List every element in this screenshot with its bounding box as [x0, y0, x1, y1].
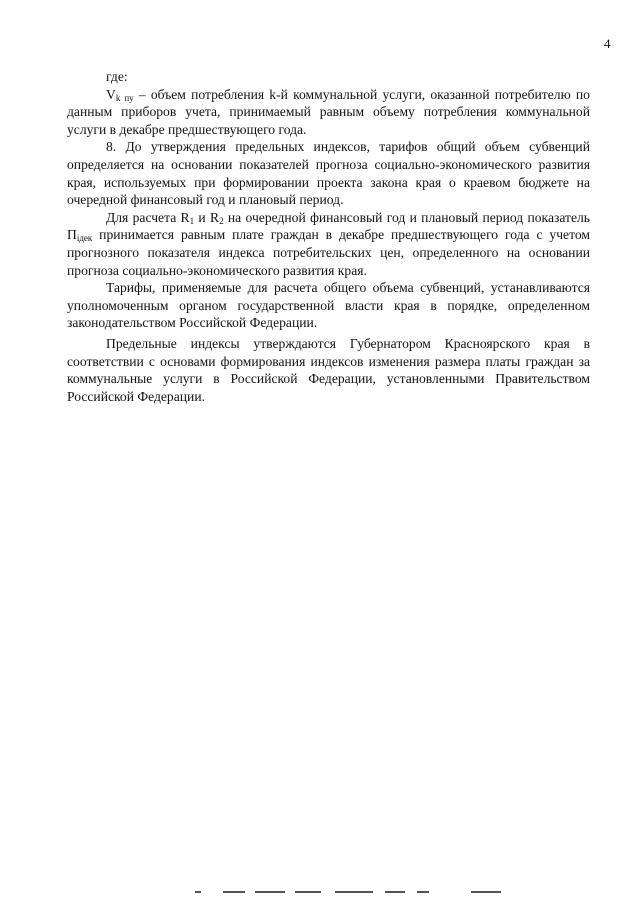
footer-mark: [385, 891, 405, 893]
page-number: 4: [604, 36, 611, 51]
where-label: где:: [106, 69, 128, 84]
footer-mark: [471, 891, 501, 893]
p-subscript: iдек: [76, 233, 93, 244]
footer-mark: [335, 891, 373, 893]
r2-subscript: 2: [219, 215, 224, 226]
footer-mark: [295, 891, 321, 893]
document-body: [67, 68, 590, 405]
v-subscript: k пу: [115, 92, 134, 103]
r-text-a: Для расчета R: [106, 209, 190, 225]
r1-subscript: 1: [189, 215, 195, 226]
v-definition-text: – объем потребления k-й коммунальной услуги, оказанной потребителю по данным приборов учета, принимаемый равным объему потребления коммунальной услуги в декабре предшествующего года.: [67, 86, 590, 137]
footer-mark: [255, 891, 285, 893]
r-text-c: на очередной финансовый год и плановый период показатель П: [67, 209, 591, 243]
v-definition-paragraph: [67, 86, 590, 139]
footer-mark: [223, 891, 245, 893]
paragraph-8: 8. До утверждения предельных индексов, тарифов общий объем субвенций определяется на основании показателей прогноза социально-экономического развития края, используемых при формировании проекта закона края о краевом бюджете на очередной финансовый год и плановый период.: [67, 139, 590, 208]
r-text-d: принимается равным плате граждан в декабре предшествующего года с учетом прогнозного показателя индекса потребительских цен, определенного на основании прогноза социально-экономического развития края.: [67, 227, 590, 278]
limit-indices-paragraph: Предельные индексы утверждаются Губернатором Красноярского края в соответствии с основами формирования индексов изменения размера платы граждан за коммунальные услуги в Российской Федерации, установленными Правительством Российской Федерации.: [67, 335, 590, 404]
tariffs-paragraph: Тарифы, применяемые для расчета общего объема субвенций, устанавливаются уполномоченным органом государственной власти края в порядке, определенном законодательством Российской Федерации.: [67, 280, 590, 331]
footer-mark: [417, 891, 429, 893]
footer-mark: [195, 891, 201, 893]
r-calculation-paragraph: [67, 209, 590, 279]
r-text-b: и R: [194, 209, 220, 225]
v-symbol: V: [106, 86, 116, 102]
footer-scan-marks: [195, 889, 525, 895]
